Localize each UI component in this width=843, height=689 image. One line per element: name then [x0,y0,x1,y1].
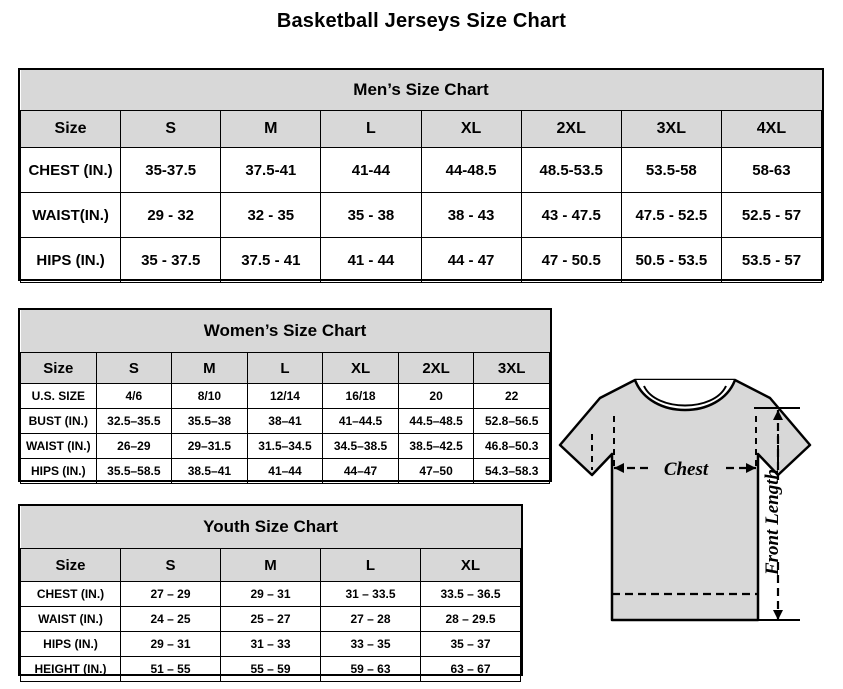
youth-height-s: 51 – 55 [121,657,221,682]
womens-header-l: L [247,353,323,384]
mens-chest-4xl: 58-63 [721,148,821,193]
youth-caption: Youth Size Chart [21,506,521,549]
womens-caption-row [21,310,550,353]
mens-header-4xl: 4XL [721,111,821,148]
mens-row-label-waist: WAIST(IN.) [21,193,121,238]
womens-header-2xl: 2XL [398,353,474,384]
mens-size-table [20,70,822,283]
youth-header-xl: XL [421,549,521,582]
table-row [21,582,521,607]
womens-size-chart [18,308,552,482]
mens-chest-l: 41-44 [321,148,421,193]
mens-header-row [21,111,822,148]
mens-waist-4xl: 52.5 - 57 [721,193,821,238]
youth-header-l: L [321,549,421,582]
page-title: Basketball Jerseys Size Chart [276,10,567,32]
womens-ussize-3xl: 22 [474,384,550,409]
youth-row-label-chest: CHEST (IN.) [21,582,121,607]
mens-row-label-chest: CHEST (IN.) [21,148,121,193]
womens-ussize-s: 4/6 [96,384,172,409]
table-row [21,193,822,238]
mens-header-xl: XL [421,111,521,148]
mens-header-3xl: 3XL [621,111,721,148]
mens-size-chart [18,68,824,281]
womens-hips-2xl: 47–50 [398,459,474,484]
womens-hips-3xl: 54.3–58.3 [474,459,550,484]
mens-chest-s: 35-37.5 [121,148,221,193]
womens-row-label-bust: BUST (IN.) [21,409,97,434]
youth-size-table [20,506,521,682]
table-row [21,434,550,459]
youth-caption-row [21,506,521,549]
womens-header-3xl: 3XL [474,353,550,384]
youth-row-label-hips: HIPS (IN.) [21,632,121,657]
womens-waist-xl: 34.5–38.5 [323,434,399,459]
womens-bust-m: 35.5–38 [172,409,248,434]
womens-waist-3xl: 46.8–50.3 [474,434,550,459]
youth-chest-l: 31 – 33.5 [321,582,421,607]
table-row [21,657,521,682]
mens-row-label-hips: HIPS (IN.) [21,238,121,283]
mens-waist-2xl: 43 - 47.5 [521,193,621,238]
youth-waist-s: 24 – 25 [121,607,221,632]
mens-hips-3xl: 50.5 - 53.5 [621,238,721,283]
womens-header-m: M [172,353,248,384]
womens-ussize-2xl: 20 [398,384,474,409]
youth-row-label-waist: WAIST (IN.) [21,607,121,632]
mens-header-s: S [121,111,221,148]
mens-waist-s: 29 - 32 [121,193,221,238]
womens-bust-2xl: 44.5–48.5 [398,409,474,434]
mens-chest-xl: 44-48.5 [421,148,521,193]
mens-waist-l: 35 - 38 [321,193,421,238]
mens-waist-3xl: 47.5 - 52.5 [621,193,721,238]
youth-size-chart [18,504,523,676]
womens-header-size: Size [21,353,97,384]
mens-hips-m: 37.5 - 41 [221,238,321,283]
youth-waist-xl: 28 – 29.5 [421,607,521,632]
table-row [21,409,550,434]
mens-hips-4xl: 53.5 - 57 [721,238,821,283]
womens-hips-m: 38.5–41 [172,459,248,484]
jersey-measurement-diagram [540,350,835,680]
youth-height-xl: 63 – 67 [421,657,521,682]
womens-bust-s: 32.5–35.5 [96,409,172,434]
womens-waist-2xl: 38.5–42.5 [398,434,474,459]
youth-header-s: S [121,549,221,582]
youth-header-row [21,549,521,582]
youth-chest-s: 27 – 29 [121,582,221,607]
front-length-label: Front Length [762,468,783,576]
mens-waist-xl: 38 - 43 [421,193,521,238]
mens-hips-xl: 44 - 47 [421,238,521,283]
womens-hips-s: 35.5–58.5 [96,459,172,484]
youth-waist-l: 27 – 28 [321,607,421,632]
womens-ussize-xl: 16/18 [323,384,399,409]
youth-hips-l: 33 – 35 [321,632,421,657]
womens-bust-3xl: 52.8–56.5 [474,409,550,434]
mens-chest-2xl: 48.5-53.5 [521,148,621,193]
table-row [21,632,521,657]
womens-ussize-l: 12/14 [247,384,323,409]
youth-chest-m: 29 – 31 [221,582,321,607]
womens-row-label-waist: WAIST (IN.) [21,434,97,459]
womens-header-xl: XL [323,353,399,384]
mens-header-size: Size [21,111,121,148]
mens-chest-m: 37.5-41 [221,148,321,193]
womens-header-row [21,353,550,384]
youth-hips-s: 29 – 31 [121,632,221,657]
youth-hips-xl: 35 – 37 [421,632,521,657]
youth-hips-m: 31 – 33 [221,632,321,657]
youth-height-l: 59 – 63 [321,657,421,682]
youth-height-m: 55 – 59 [221,657,321,682]
chest-label: Chest [663,459,709,480]
mens-header-2xl: 2XL [521,111,621,148]
table-row [21,384,550,409]
womens-row-label-hips: HIPS (IN.) [21,459,97,484]
womens-header-s: S [96,353,172,384]
mens-caption-row [21,70,822,111]
mens-hips-l: 41 - 44 [321,238,421,283]
womens-size-table [20,310,550,484]
youth-row-label-height: HEIGHT (IN.) [21,657,121,682]
womens-bust-xl: 41–44.5 [323,409,399,434]
womens-ussize-m: 8/10 [172,384,248,409]
youth-waist-m: 25 – 27 [221,607,321,632]
womens-waist-s: 26–29 [96,434,172,459]
womens-caption: Women’s Size Chart [21,310,550,353]
youth-header-size: Size [21,549,121,582]
youth-chest-xl: 33.5 – 36.5 [421,582,521,607]
womens-waist-m: 29–31.5 [172,434,248,459]
mens-caption: Men’s Size Chart [21,70,822,111]
womens-hips-xl: 44–47 [323,459,399,484]
mens-waist-m: 32 - 35 [221,193,321,238]
womens-row-label-us-size: U.S. SIZE [21,384,97,409]
womens-bust-l: 38–41 [247,409,323,434]
mens-header-m: M [221,111,321,148]
mens-hips-s: 35 - 37.5 [121,238,221,283]
mens-header-l: L [321,111,421,148]
womens-hips-l: 41–44 [247,459,323,484]
table-row [21,607,521,632]
womens-waist-l: 31.5–34.5 [247,434,323,459]
mens-chest-3xl: 53.5-58 [621,148,721,193]
youth-header-m: M [221,549,321,582]
table-row [21,459,550,484]
table-row [21,148,822,193]
mens-hips-2xl: 47 - 50.5 [521,238,621,283]
table-row [21,238,822,283]
